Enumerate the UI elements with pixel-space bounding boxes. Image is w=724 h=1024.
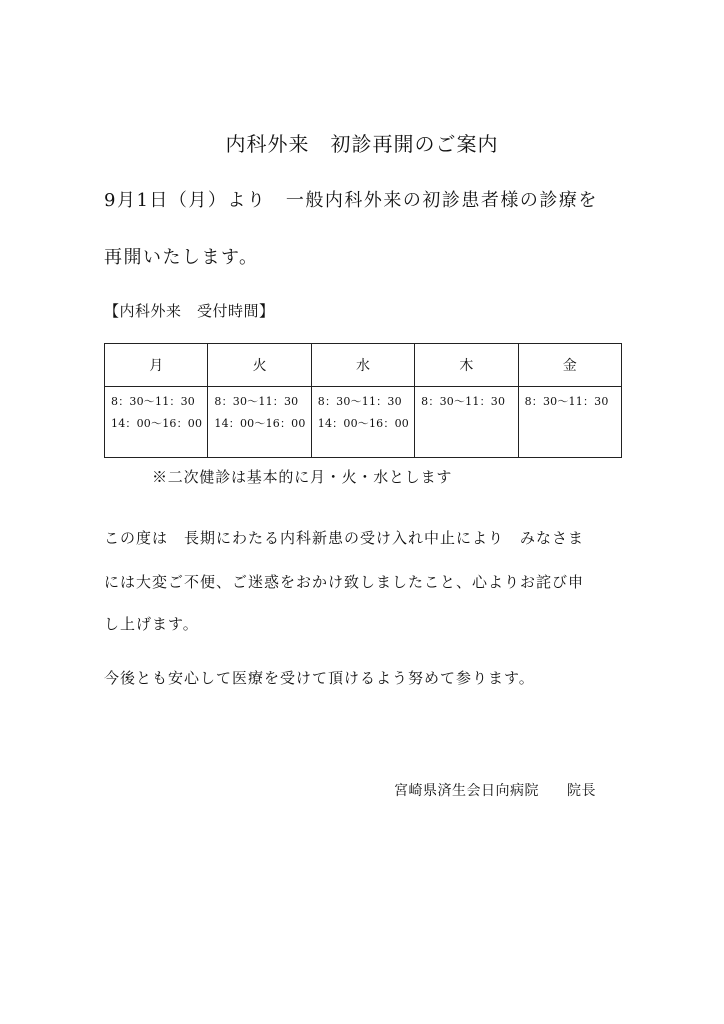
intro-line-1: 9月1日（月）より 一般内科外来の初診患者様の診療を	[104, 190, 598, 211]
signature	[394, 780, 596, 800]
page-title: 内科外来 初診再開のご案内	[225, 132, 499, 156]
afternoon-slot: 14：00～16：00	[317, 417, 409, 430]
day-header-wed: 水	[311, 344, 414, 387]
morning-slot: 8：30～11：30	[214, 395, 299, 408]
morning-slot: 8：30～11：30	[421, 395, 506, 408]
day-header-fri: 金	[518, 344, 621, 387]
signatory-role: 院長	[567, 783, 596, 799]
morning-slot: 8：30～11：30	[317, 395, 402, 408]
intro-line-2: 再開いたします。	[104, 247, 259, 268]
hours-cell-fri	[518, 387, 621, 458]
table-row	[105, 387, 622, 458]
hospital-name: 宮崎県済生会日向病院	[394, 783, 539, 799]
section-label: 【内科外来 受付時間】	[104, 302, 275, 320]
day-header-tue: 火	[208, 344, 311, 387]
hours-cell-mon	[105, 387, 208, 458]
hours-cell-wed	[311, 387, 414, 458]
hours-cell-thu	[415, 387, 518, 458]
day-header-thu: 木	[415, 344, 518, 387]
afternoon-slot: 14：00～16：00	[214, 417, 306, 430]
morning-slot: 8：30～11：30	[111, 395, 195, 408]
day-header-mon: 月	[105, 344, 208, 387]
closing-statement: 今後とも安心して医療を受けて頂けるよう努めて参ります。	[104, 669, 535, 687]
apology-line-3: し上げます。	[104, 615, 199, 633]
apology-line-2: には大変ご不便、ご迷惑をおかけ致しましたこと、心よりお詫び申	[104, 573, 585, 591]
afternoon-slot: 14：00～16：00	[111, 417, 203, 430]
reception-hours-table	[104, 343, 622, 458]
table-header-row	[105, 344, 622, 387]
health-check-note: ※二次健診は基本的に月・火・水とします	[152, 468, 453, 486]
apology-line-1: この度は 長期にわたる内科新患の受け入れ中止により みなさま	[104, 529, 585, 547]
hours-cell-tue	[208, 387, 311, 458]
morning-slot: 8：30～11：30	[524, 395, 609, 408]
